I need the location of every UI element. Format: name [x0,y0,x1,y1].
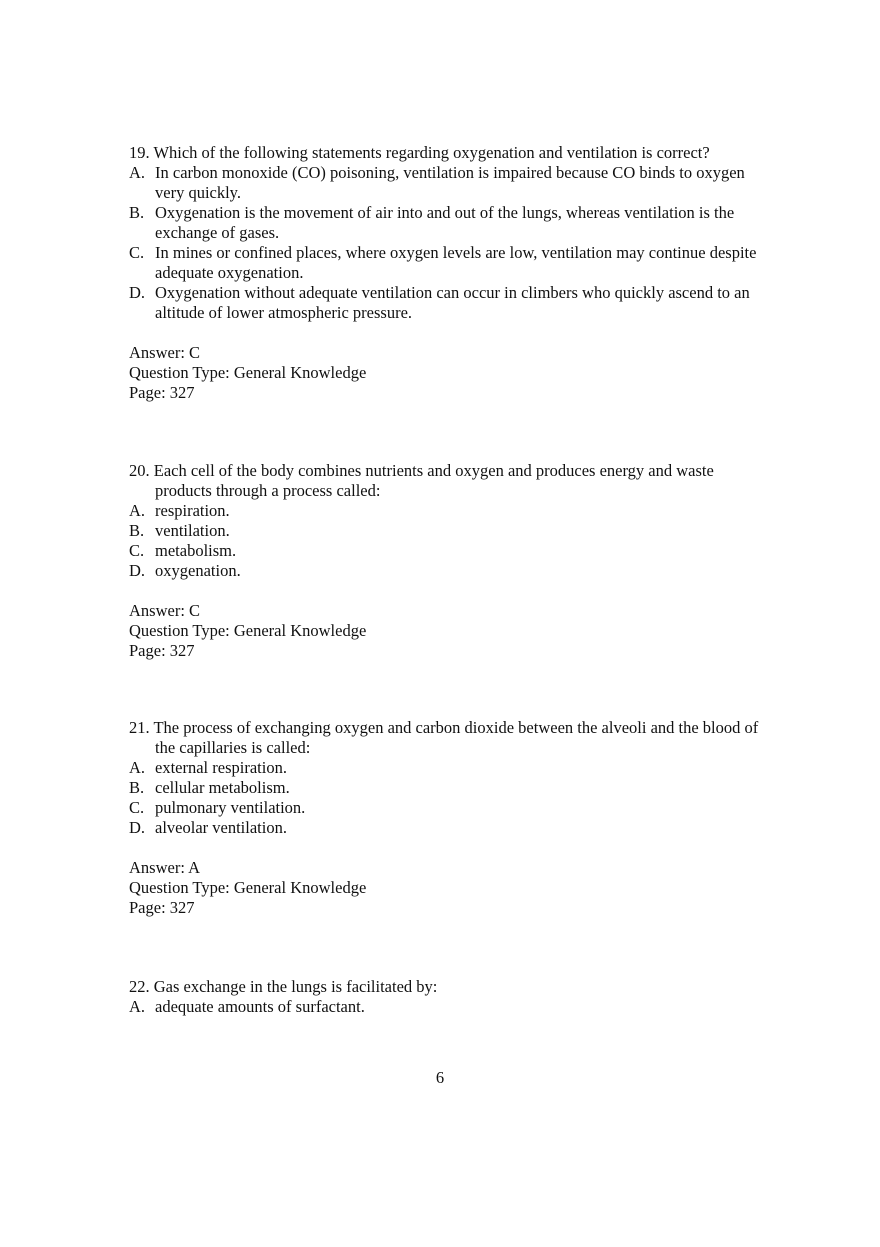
question-21 [129,718,769,918]
question-type-line: Question Type: General Knowledge [129,878,367,897]
question-stem: 20. Each cell of the body combines nutrients and oxygen and produces energy and waste products through a process called: [129,461,714,500]
option-text: adequate amounts of surfactant. [155,997,365,1016]
question-stem: 21. The process of exchanging oxygen and carbon dioxide between the alveoli and the blood of the capillaries is called: [129,718,759,757]
option-text: external respiration. [155,758,287,777]
page-number: 6 [435,1068,445,1087]
option-a [129,758,769,778]
question-19 [129,143,769,403]
option-text: alveolar ventilation. [155,818,287,837]
question-22 [129,977,769,1017]
option-c [129,243,769,283]
option-letter: D. [129,283,146,302]
question-stem: 19. Which of the following statements regarding oxygenation and ventilation is correct? [129,143,710,162]
question-type-line: Question Type: General Knowledge [129,621,367,640]
answer-line: Answer: C [129,601,201,620]
question-type-line: Question Type: General Knowledge [129,363,367,382]
option-b [129,521,769,541]
option-letter: C. [129,243,145,262]
option-a [129,163,769,203]
option-letter: B. [129,521,145,540]
option-a [129,997,769,1017]
option-letter: C. [129,798,145,817]
option-c [129,541,769,561]
option-a [129,501,769,521]
answer-meta [129,858,769,918]
option-letter: C. [129,541,145,560]
answer-meta [129,343,769,403]
option-letter: B. [129,778,145,797]
option-d [129,561,769,581]
answer-line: Answer: C [129,343,201,362]
question-stem: 22. Gas exchange in the lungs is facilitated by: [129,977,438,996]
answer-meta [129,601,769,661]
answer-line: Answer: A [129,858,201,877]
option-text: pulmonary ventilation. [155,798,306,817]
option-d [129,818,769,838]
option-c [129,798,769,818]
option-b [129,203,769,243]
option-text: cellular metabolism. [155,778,290,797]
page-reference-line: Page: 327 [129,383,195,402]
option-b [129,778,769,798]
option-text: oxygenation. [155,561,241,580]
option-letter: D. [129,561,146,580]
option-letter: B. [129,203,145,222]
option-text: respiration. [155,501,230,520]
option-text: Oxygenation without adequate ventilation can occur in climbers who quickly ascend to an altitude of lower atmospheric pressure. [155,283,750,322]
option-letter: D. [129,818,146,837]
option-text: ventilation. [155,521,230,540]
option-text: In carbon monoxide (CO) poisoning, ventilation is impaired because CO binds to oxygen very quickly. [155,163,745,202]
page-reference-line: Page: 327 [129,641,195,660]
option-letter: A. [129,501,146,520]
option-text: Oxygenation is the movement of air into and out of the lungs, whereas ventilation is the exchange of gases. [155,203,735,242]
page-reference-line: Page: 327 [129,898,195,917]
option-letter: A. [129,163,146,182]
option-d [129,283,769,323]
question-20 [129,461,769,661]
option-letter: A. [129,758,146,777]
option-text: metabolism. [155,541,237,560]
option-letter: A. [129,997,146,1016]
option-text: In mines or confined places, where oxygen levels are low, ventilation may continue despite adequate oxygenation. [155,243,757,282]
